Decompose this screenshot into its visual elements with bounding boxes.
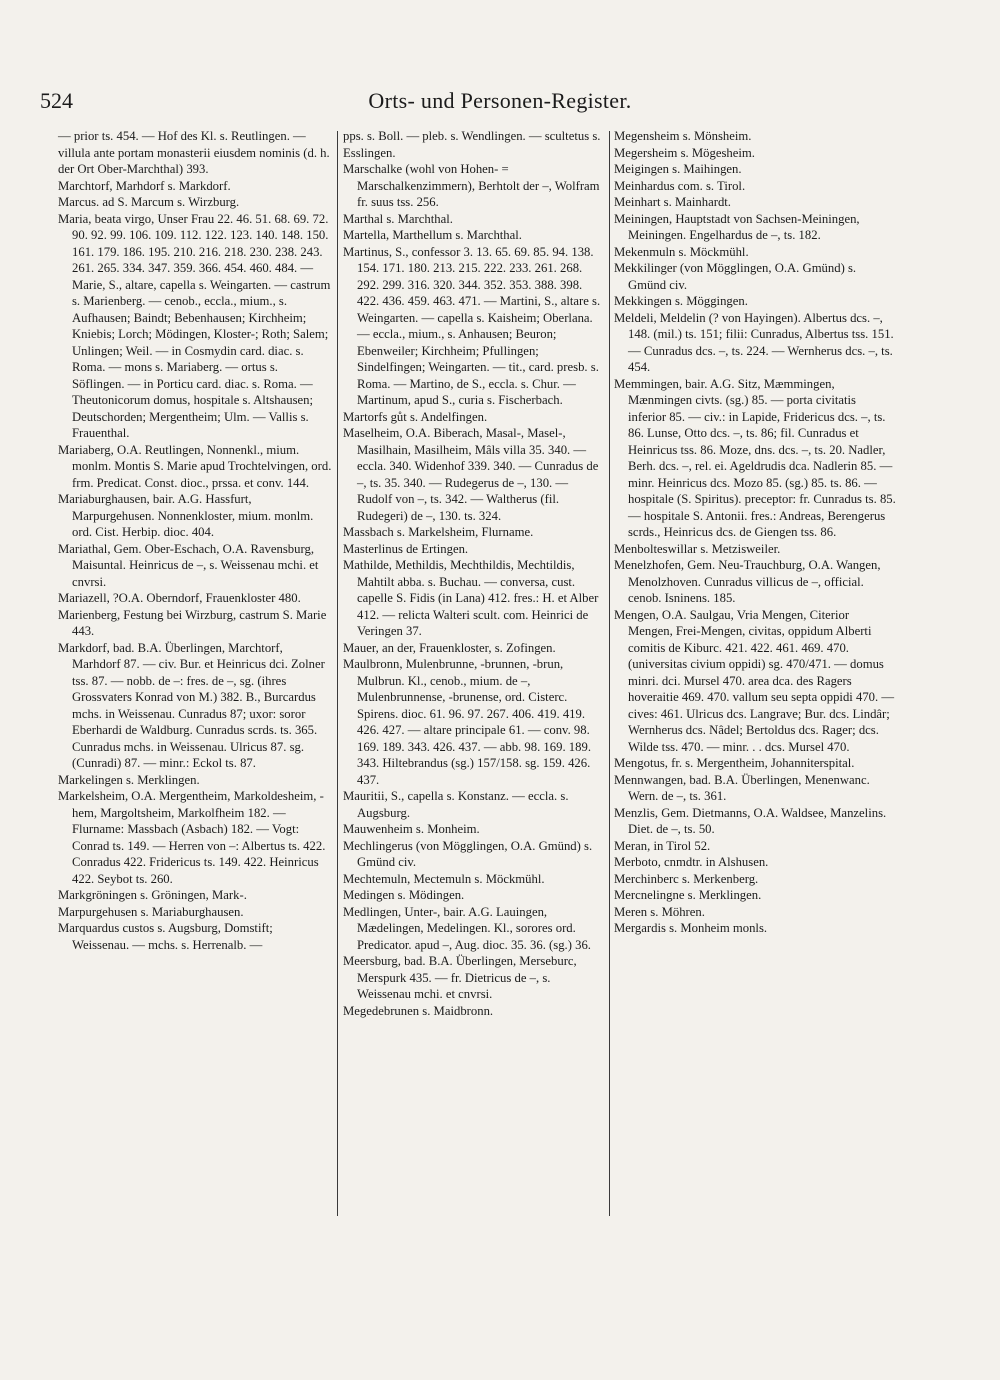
index-entry: Maulbronn, Mulenbrunne, -brunnen, -brun, Mulbrun. Kl., cenob., mium. de –, Mulenbrunnense, -brunense, ord. Cisterc. Spirens. dioc. 61. 96. 97. 267. 406. 419. 419. 426. 427. — altare principale 61. — conv. 98. 169. 189. 343. 426. 437. — abb. 98. 169. 189. 343. Hiltebrandus (sg.) 157/158. sg. 159. 426. 437. (343, 657, 592, 787)
index-entry: Mariathal, Gem. Ober-Eschach, O.A. Ravensburg, Maisuntal. Heinricus de –, s. Weissenau mchi. et cnvrsi. (58, 541, 319, 589)
index-entry: Megedebrunen s. Maidbronn. (343, 1003, 494, 1018)
index-entry: Maria, beata virgo, Unser Frau 22. 46. 51. 68. 69. 72. 90. 92. 99. 106. 109. 112. 122. 123. 140. 148. 150. 161. 179. 186. 195. 210. 216. 218. 230. 238. 243. 261. 265. 334. 347. 359. 366. 454. 460. 484. — Marie, S., altare, capella s. Weingarten. — castrum s. Marienberg. — cenob., eccla., mium., s. Aufhausen; Baindt; Bebenhausen; Kirchheim; Kniebis; Lorch; Mödingen, Kloster-; Roth; Salem; Unlingen; Weil. — in Cosmydin card. diac. s. Roma. — mons s. Mariaberg. — ortus s. Söflingen. — in Porticu card. diac. s. Roma. — Theutonicorum domus, hospitale s. Altshausen; Deutschorden; Mergentheim; Ulm. — Vallis s. Frauenthal. (58, 211, 331, 440)
index-entry: Marpurgehusen s. Mariaburghausen. (58, 904, 244, 919)
index-column-1 (58, 128, 332, 953)
index-entry: Mathilde, Methildis, Mechthildis, Mechtildis, Mahtilt abba. s. Buchau. — conversa, cust. capelle S. Fidis (in Lana) 412. fres.: H. et Alber 412. — relicta Walteri scult. com. Heinrici de Veringen 37. (343, 558, 599, 638)
index-entry: Meigingen s. Maihingen. (614, 162, 742, 176)
index-entry: Mekkilinger (von Mögglingen, O.A. Gmünd) s. Gmünd civ. (614, 261, 857, 292)
index-entry: Markelsheim, O.A. Mergentheim, Markoldesheim, -hem, Margoltsheim, Markolfheim 182. — Flurname: Massbach (Asbach) 182. — Vogt: Conrad ts. 149. — Herren von –: Albertus ts. 422. Conradus 422. Fridericus ts. 149. 422. Heinricus 422. Seybot ts. 260. (58, 789, 326, 886)
index-entry: Martella, Marthellum s. Marchthal. (343, 228, 522, 242)
index-entry: Meldeli, Meldelin (? von Hayingen). Albertus dcs. –, 148. (mil.) ts. 151; filii: Cunradus, Albertus tss. 151. — Cunradus dcs. –, ts. 224. — Wernherus dcs. –, ts. 454. (614, 310, 894, 374)
index-entry: Marchtorf, Marhdorf s. Markdorf. (58, 178, 231, 193)
column-divider (337, 131, 338, 1216)
index-column-2 (343, 128, 605, 1019)
index-entry: Mekenmuln s. Möckmühl. (614, 244, 749, 259)
index-entry: Masterlinus de Ertingen. (343, 541, 469, 556)
index-entry: Menbolteswillar s. Metzisweiler. (614, 541, 781, 556)
index-entry: Merboto, cnmdtr. in Alshusen. (614, 855, 769, 869)
page-header (0, 88, 1000, 122)
index-entry: Markelingen s. Merklingen. (58, 772, 200, 787)
index-entry: Medingen s. Mödingen. (343, 888, 465, 902)
index-entry: Mennwangen, bad. B.A. Überlingen, Menenwanc. Wern. de –, ts. 361. (614, 772, 870, 803)
index-entry: Megersheim s. Mögesheim. (614, 145, 755, 160)
page-number: 524 (40, 88, 73, 113)
index-entry: Mariazell, ?O.A. Oberndorf, Frauenkloster 480. (58, 591, 301, 605)
index-column-3 (614, 128, 896, 937)
index-entry: Marquardus custos s. Augsburg, Domstift; Weissenau. — mchs. s. Herrenalb. — (58, 921, 273, 952)
index-entry: — prior ts. 454. — Hof des Kl. s. Reutlingen. — villula ante portam monasterii eiusdem nominis (d. h. der Ort Ober-Marchthal) 393. (58, 129, 330, 176)
index-entry: Mariaburghausen, bair. A.G. Hassfurt, Marpurgehusen. Nonnenkloster, mium. monlm. ord. Cist. Herbip. dioc. 404. (58, 492, 314, 539)
index-entry: Marienberg, Festung bei Wirzburg, castrum S. Marie 443. (58, 607, 327, 638)
index-entry: Mauwenheim s. Monheim. (343, 822, 480, 836)
index-entry: Martinus, S., confessor 3. 13. 65. 69. 85. 94. 138. 154. 171. 180. 213. 215. 222. 233. 261. 268. 292. 299. 316. 320. 344. 352. 353. 388. 398. 422. 436. 459. 463. 471. — Martini, S., altare s. Weingarten. — capella s. Kaisheim; Oberlana. — eccla., mium., s. Anhausen; Beuron; Ebenweiler; Kirchheim; Pfullingen; Sindelfingen; Weingarten. — tit., card. presb. s. Roma. — Martino, de S., eccla. s. Chur. — Martinum, apud S., curia s. Fischerbach. (343, 244, 601, 407)
running-title: Orts- und Personen-Register. (368, 88, 632, 113)
index-entry: Marcus. ad S. Marcum s. Wirzburg. (58, 195, 240, 209)
index-entry: Mekkingen s. Möggingen. (614, 294, 748, 308)
column-divider (609, 131, 610, 1216)
index-entry: Mengen, O.A. Saulgau, Vria Mengen, Citerior Mengen, Frei-Mengen, civitas, oppidum Alberti comitis de Kiburc. 421. 422. 461. 469. 470. (universitas civium oppidi) sg. 470/471. — domus minri. dci. Mursel 470. area dca. des Ragers hoveraitie 469. 470. vallum seu septa oppidi 470. — cives: 461. Ulricus dcs. Langrave; Bur. dcs. Lindâr; Wernherus dcs. Nâdel; Bertoldus dcs. Rager; dcs. Wilde tss. 470. — minr. . . dcs. Mursel 470. (614, 607, 895, 754)
index-entry: Mauritii, S., capella s. Konstanz. — eccla. s. Augsburg. (343, 789, 569, 820)
index-entry: Menzlis, Gem. Dietmanns, O.A. Waldsee, Manzelins. Diet. de –, ts. 50. (614, 805, 887, 836)
index-entry: Mergardis s. Monheim monls. (614, 921, 768, 935)
index-entry: Mariaberg, O.A. Reutlingen, Nonnenkl., mium. monlm. Montis S. Marie apud Trochtelvingen, ord. frm. Predicat. Const. dioc., prssa. et conv. 144. (58, 442, 332, 490)
index-entry: Mercnelingne s. Merklingen. (614, 888, 762, 902)
index-entry: Meran, in Tirol 52. (614, 838, 711, 853)
index-entry: Meren s. Möhren. (614, 904, 705, 919)
index-entry: Mengotus, fr. s. Mergentheim, Johanniterspital. (614, 756, 855, 770)
index-entry: Massbach s. Markelsheim, Flurname. (343, 525, 534, 539)
index-entry: pps. s. Boll. — pleb. s. Wendlingen. — scultetus s. Esslingen. (343, 129, 601, 160)
index-entry: Markdorf, bad. B.A. Überlingen, Marchtorf, Marhdorf 87. — civ. Bur. et Heinricus dci. Zolner tss. 87. — nobb. de –: fres. de –, sg. (ihres Grossvaters Konrad von M.) 382. B., Burcardus mchs. in Weissenau. Cunradus 87; uxor: soror Eberhardi de Waldburg. Cunradus scrds. ts. 365. Cunradus mchs. in Weissenau. Ulricus 87. sg. (Cunradi) 87. — minr.: Eckol ts. 87. (58, 640, 325, 770)
index-entry: Merchinberc s. Merkenberg. (614, 871, 759, 886)
index-entry: Megensheim s. Mönsheim. (614, 129, 752, 143)
index-entry: Markgröningen s. Gröningen, Mark-. (58, 888, 247, 902)
index-entry: Meinhardus com. s. Tirol. (614, 178, 746, 193)
index-entry: Mechlingerus (von Mögglingen, O.A. Gmünd) s. Gmünd civ. (343, 838, 593, 869)
index-entry: Meersburg, bad. B.A. Überlingen, Merseburc, Merspurk 435. — fr. Dietricus de –, s. Weissenau mchi. et cnvrsi. (343, 954, 577, 1001)
index-entry: Meiningen, Hauptstadt von Sachsen-Meiningen, Meiningen. Engelhardus de –, ts. 182. (614, 211, 860, 242)
index-entry: Marthal s. Marchthal. (343, 211, 453, 226)
index-entry: Memmingen, bair. A.G. Sitz, Mæmmingen, Mænmingen civts. (sg.) 85. — porta civitatis inferior 85. — civ.: in Lapide, Fridericus dcs. –, ts. 86. Lunse, Otto dcs. –, ts. 86; fil. Cunradus et Heinricus tss. 86. Moze, dns. dcs. –, ts. 20. Nadler, Berh. dcs. –, rel. ei. Ageldrudis dca. Nadlerin 85. — minr. Heinricus dcs. Mozo 85. (sg.) 85. ts. 86. — hospitale (S. Spiritus). preceptor: fr. Cunradus ts. 85. — hospitale S. Antonii. fres.: Andreas, Berengerus scrds., Heinricus dcs. de Giengen tss. 86. (614, 376, 896, 539)
index-entry: Mauer, an der, Frauenkloster, s. Zofingen. (343, 640, 556, 655)
index-entry: Meinhart s. Mainhardt. (614, 195, 731, 209)
index-entry: Maselheim, O.A. Biberach, Masal-, Masel-, Masilhain, Masilheim, Mâls villa 35. 340. — eccla. 340. Widenhof 339. 340. — Cunradus de –, ts. 35. 340. — Rudegerus de –, 130. — Rudolf von –, ts. 342. — Waltherus (fil. Rudegeri) de –, 130. ts. 324. (343, 426, 599, 523)
index-entry: Marschalke (wohl von Hohen- = Marschalkenzimmern), Berhtolt der –, Wolfram fr. suus tss. 256. (343, 162, 600, 209)
index-entry: Mechtemuln, Mectemuln s. Möckmühl. (343, 871, 545, 886)
index-entry: Medlingen, Unter-, bair. A.G. Lauingen, Mædelingen, Medelingen. Kl., sorores ord. Predicator. apud –, Aug. dioc. 35. 36. (sg.) 36. (343, 904, 591, 952)
index-entry: Martorfs gůt s. Andelfingen. (343, 409, 488, 424)
index-entry: Menelzhofen, Gem. Neu-Trauchburg, O.A. Wangen, Menolzhoven. Cunradus villicus de –, official. cenob. Isninens. 185. (614, 558, 881, 605)
